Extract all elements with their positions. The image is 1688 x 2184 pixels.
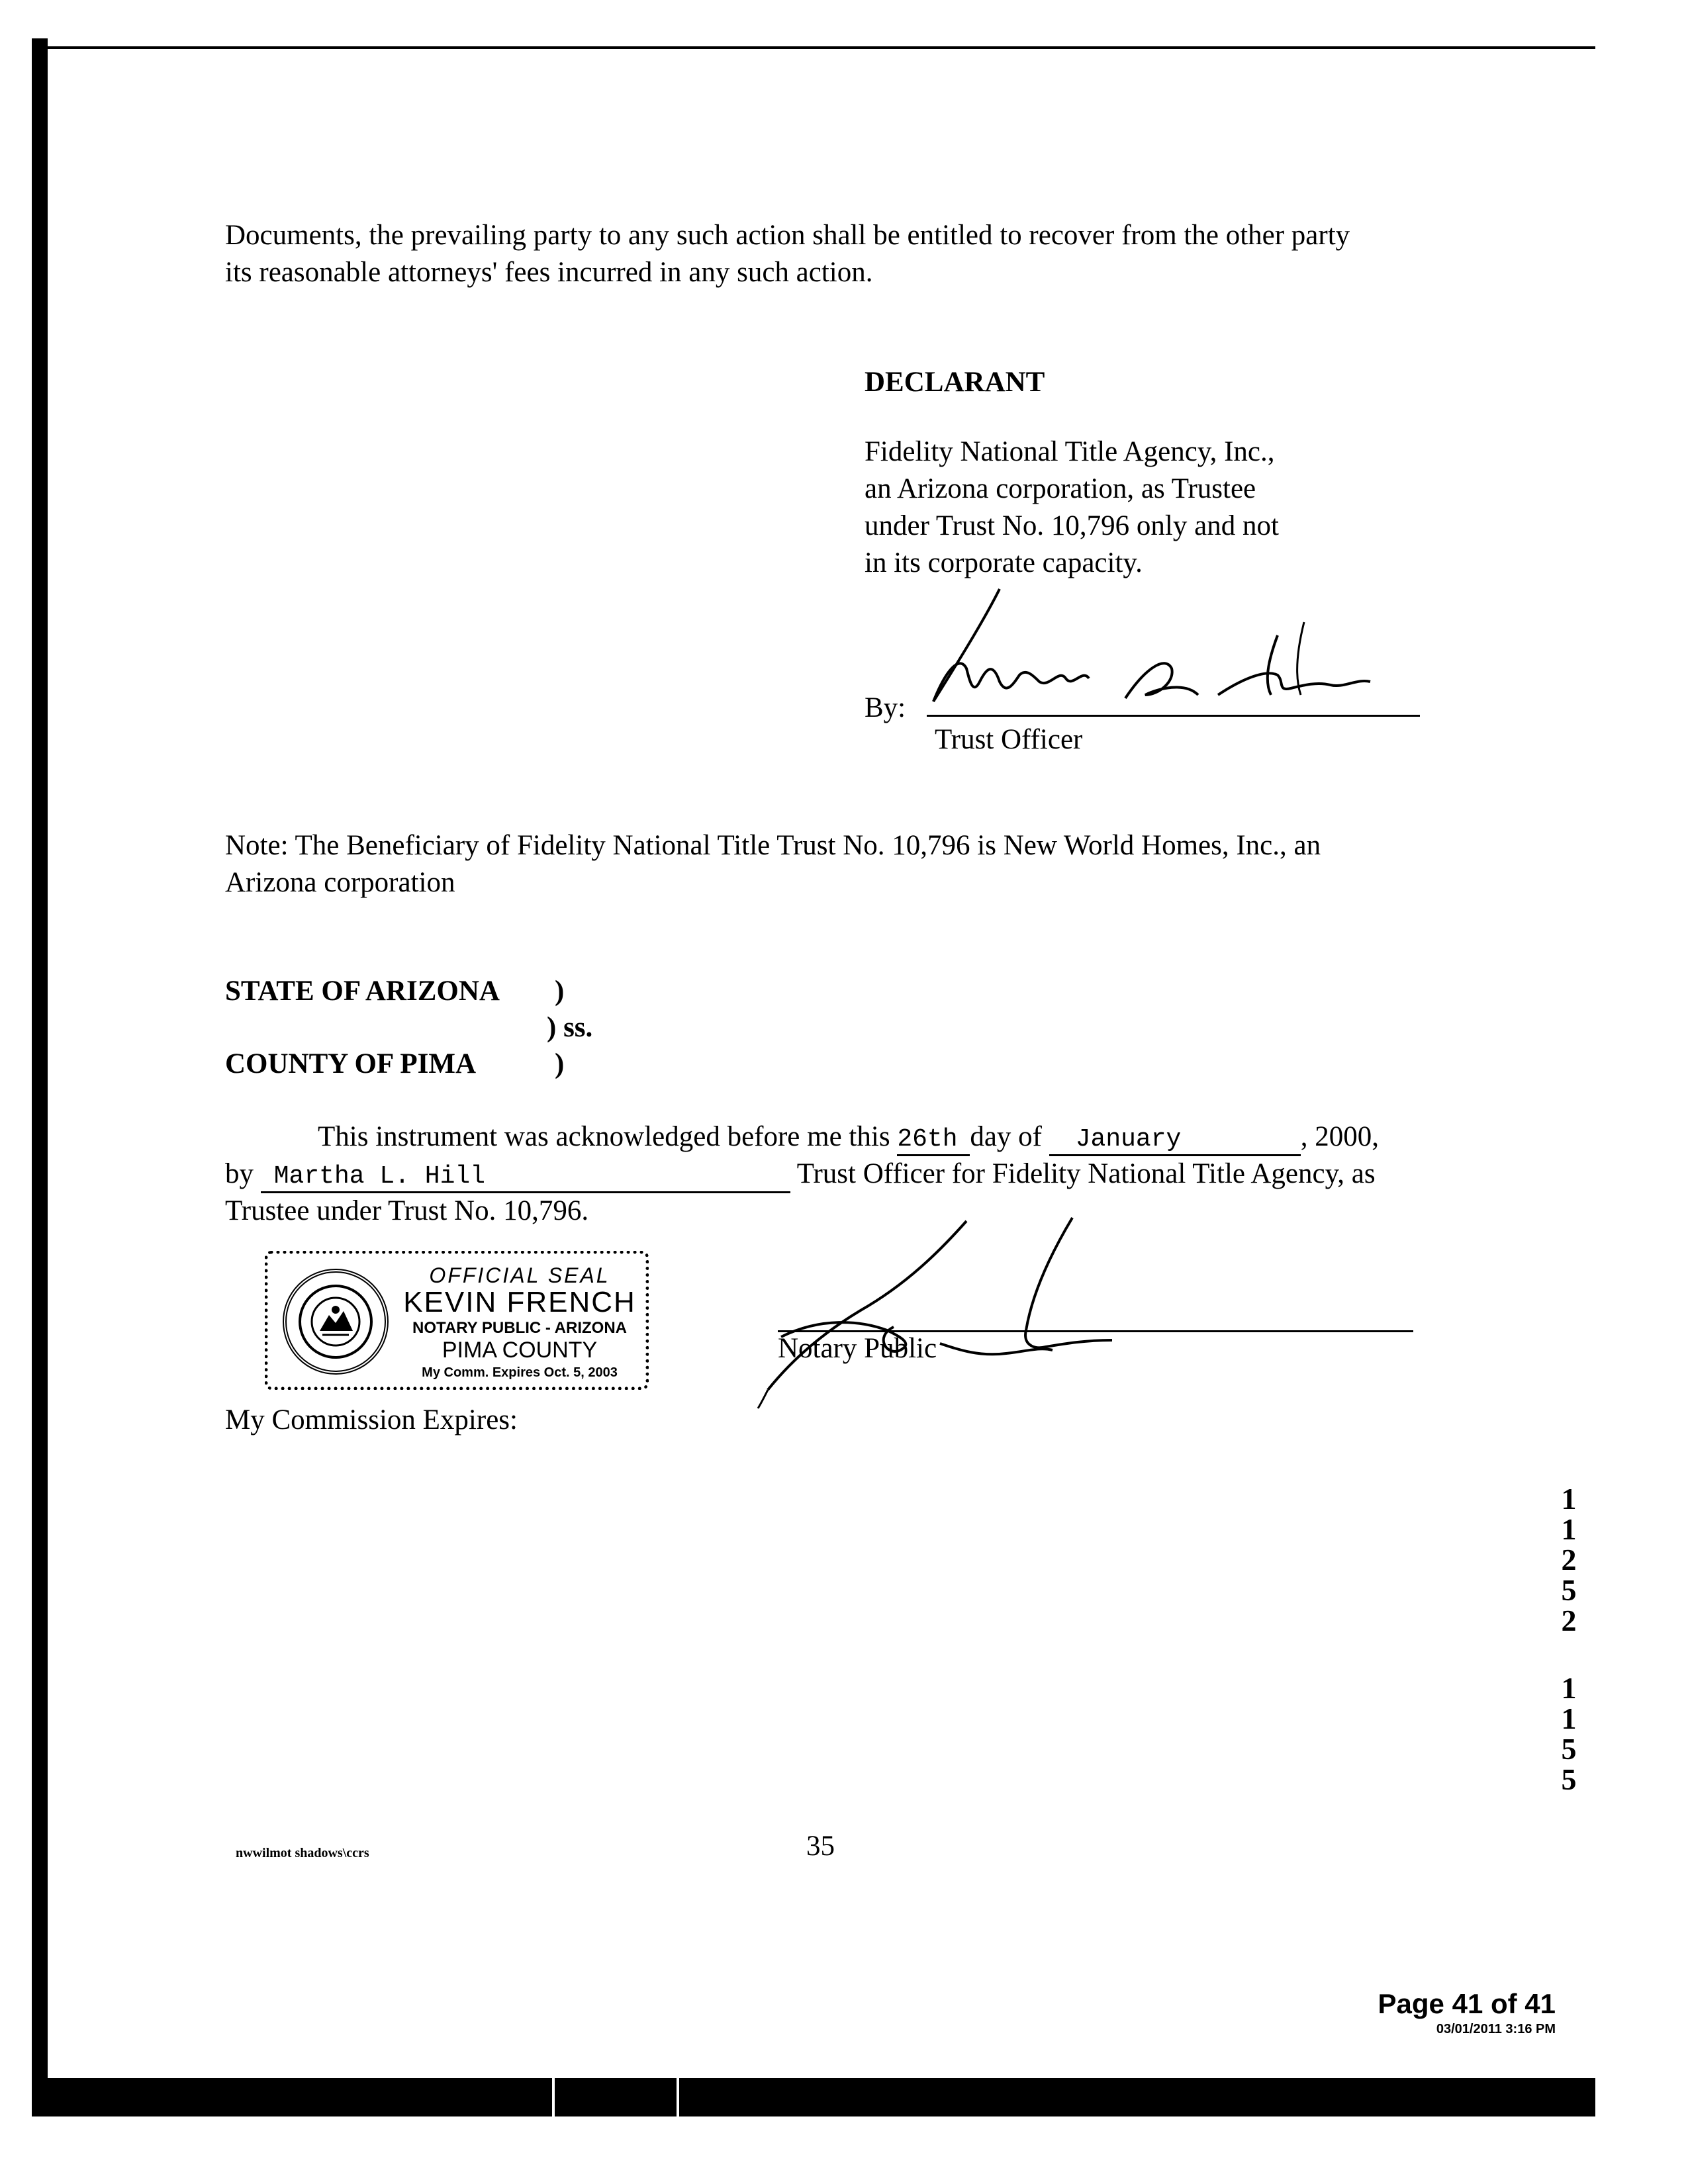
venue-paren-2: ) <box>555 1048 565 1079</box>
side-digit: 1 <box>1561 1702 1577 1735</box>
seal-name: KEVIN FRENCH <box>403 1286 636 1318</box>
side-stamp-group-1 <box>1549 1484 1589 1636</box>
declarant-line-1: Fidelity National Title Agency, Inc., <box>865 436 1275 467</box>
scan-bottom-notch <box>677 2078 679 2116</box>
ack-text-1: This instrument was acknowledged before me this <box>318 1121 898 1152</box>
side-digit: 1 <box>1561 1671 1577 1705</box>
signature-line <box>927 715 1420 717</box>
declarant-line-3: under Trust No. 10,796 only and not <box>865 510 1279 541</box>
page-of-label: Page 41 of 41 <box>1378 1988 1556 2019</box>
name-value: Martha L. Hill <box>273 1162 486 1191</box>
side-digit: 5 <box>1561 1573 1577 1607</box>
scan-top-rule <box>46 46 1595 49</box>
seal-county: PIMA COUNTY <box>442 1338 598 1363</box>
ack-line-1 <box>318 1118 1379 1156</box>
declarant-heading: DECLARANT <box>865 367 1045 398</box>
venue-paren-1: ) <box>555 976 565 1007</box>
day-field <box>897 1122 970 1156</box>
declarant-line-4: in its corporate capacity. <box>865 547 1143 578</box>
side-digit: 1 <box>1561 1482 1577 1516</box>
seal-title: NOTARY PUBLIC - ARIZONA <box>412 1319 627 1337</box>
ack-line-2 <box>225 1156 1376 1193</box>
declarant-line-2: an Arizona corporation, as Trustee <box>865 473 1256 504</box>
side-digit: 2 <box>1561 1604 1577 1637</box>
ack-line-3: Trustee under Trust No. 10,796. <box>225 1195 589 1226</box>
ack-by: by <box>225 1158 261 1189</box>
trust-officer-label: Trust Officer <box>935 724 1083 755</box>
note-line-2: Arizona corporation <box>225 867 455 898</box>
file-path: nwwilmot shadows\ccrs <box>236 1846 369 1860</box>
notary-seal <box>265 1251 649 1390</box>
seal-expiry: My Comm. Expires Oct. 5, 2003 <box>422 1365 618 1380</box>
day-value: 26th <box>897 1125 958 1154</box>
state-label: STATE OF ARIZONA <box>225 976 500 1007</box>
venue-ss: ) ss. <box>547 1012 593 1043</box>
ack-text-2: day of <box>970 1121 1049 1152</box>
by-label: By: <box>865 692 906 723</box>
state-seal-emblem <box>283 1269 389 1375</box>
scan-left-border <box>32 38 48 2110</box>
name-field <box>261 1160 790 1193</box>
ack-officer-text: Trust Officer for Fidelity National Title Agency, as <box>790 1158 1376 1189</box>
print-timestamp: 03/01/2011 3:16 PM <box>1436 2022 1556 2036</box>
side-digit: 1 <box>1561 1512 1577 1546</box>
trust-officer-signature <box>907 569 1436 728</box>
body-line-2: its reasonable attorneys' fees incurred in any such action. <box>225 257 873 288</box>
side-stamp-group-2 <box>1549 1673 1589 1795</box>
body-line-1: Documents, the prevailing party to any such action shall be entitled to recover from the other party <box>225 220 1350 251</box>
month-value: January <box>1075 1125 1182 1154</box>
side-digit: 5 <box>1561 1762 1577 1796</box>
page-number: 35 <box>806 1831 835 1862</box>
side-digit: 2 <box>1561 1543 1577 1576</box>
notary-public-label: Notary Public <box>778 1333 937 1364</box>
arizona-seal-icon <box>296 1282 375 1361</box>
commission-expires-label: My Commission Expires: <box>225 1404 518 1435</box>
seal-official: OFFICIAL SEAL <box>429 1263 610 1287</box>
ack-year: , 2000, <box>1300 1121 1379 1152</box>
scan-bottom-border <box>32 2078 1595 2116</box>
county-label: COUNTY OF PIMA <box>225 1048 477 1079</box>
note-line-1: Note: The Beneficiary of Fidelity National Title Trust No. 10,796 is New World Homes, Inc., an <box>225 830 1321 861</box>
month-field <box>1049 1122 1301 1156</box>
scan-bottom-notch <box>552 2078 555 2116</box>
side-digit: 5 <box>1561 1732 1577 1766</box>
notary-signature <box>741 1211 1112 1410</box>
